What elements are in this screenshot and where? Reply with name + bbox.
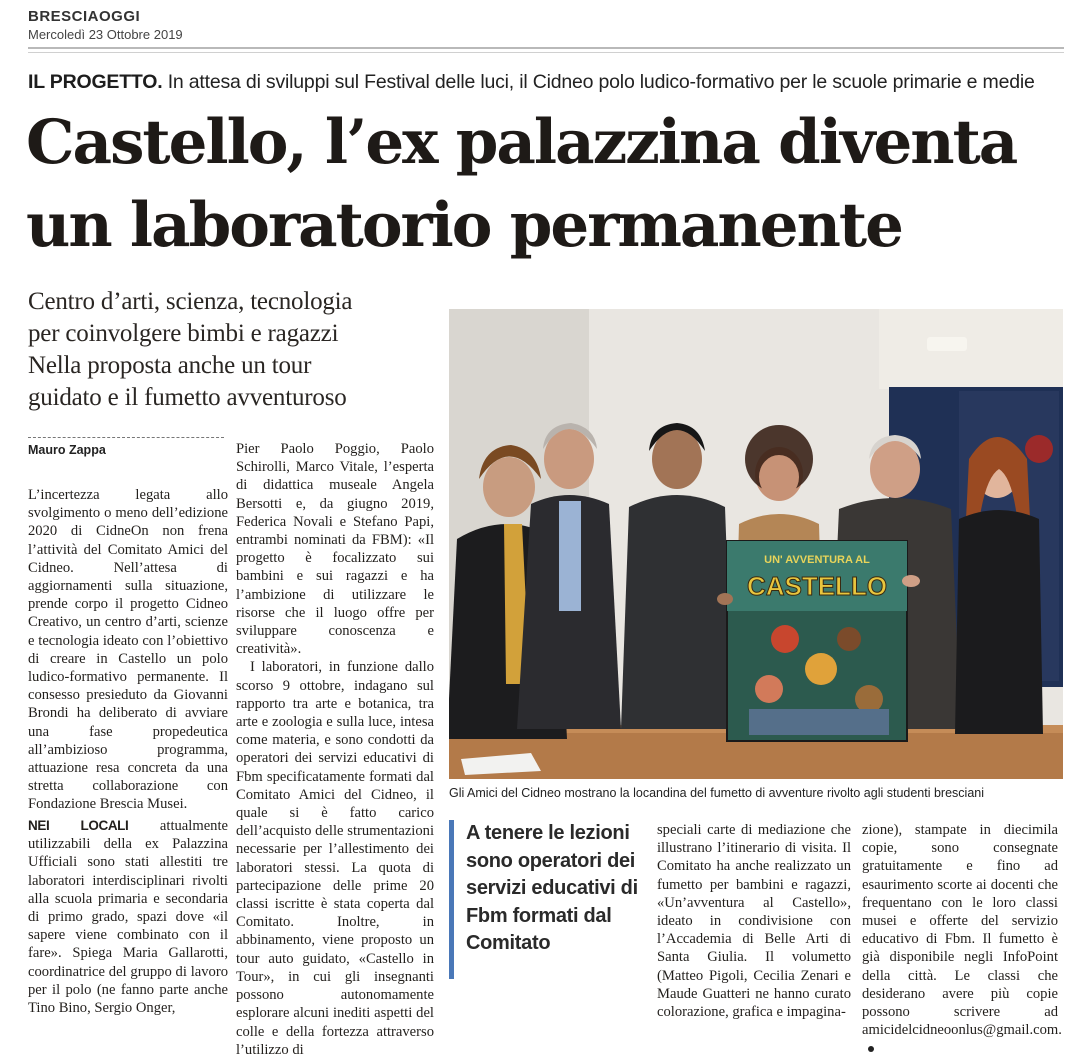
paragraph-locali bbox=[28, 817, 228, 1017]
pull-quote-bar bbox=[449, 820, 454, 979]
paragraph-closing-text: zione), stampate in diecimila copie, sono consegnate gratuitamente e fino ad esaurimento scorte ai docenti che frequentano con le loro classi musei e offerte del servizio educativo di Fbm. Il fumetto è già disponibile negli InfoPoint della città. Le classi che desiderano avere più copie possono scrivere ad amicidelcidneoonlus@gmail.com. bbox=[862, 822, 1062, 1039]
paragraph-lead: NEI LOCALI bbox=[28, 818, 129, 833]
kicker-label: IL PROGETTO. bbox=[28, 71, 163, 93]
poster-title-line-1: UN' AVVENTURA AL bbox=[764, 554, 870, 566]
paragraph-fumetto: speciali carte di mediazione che illustrano l’itinerario di visita. Il Comitato ha anche realizzato un fumetto per bambini e ragazzi, «Un’avventura al Castello», ideato in condivisione con l’Accademia di Belle Arti di Santa Giulia. Il volumetto (Matteo Pigoli, Cecilia Zenari e Maude Guatteri ne hanno curato colorazione, grafica e impagina- bbox=[657, 822, 851, 1021]
subhead-line-2: per coinvolgere bimbi e ragazzi bbox=[28, 320, 339, 347]
subhead-line-1: Centro d’arti, scienza, tecnologia bbox=[28, 288, 353, 315]
subhead-line-3: Nella proposta anche un tour bbox=[28, 352, 312, 379]
end-mark-icon bbox=[868, 1046, 874, 1052]
pull-quote: A tenere le lezioni sono operatori dei servizi educativi di Fbm formati dal Comitato bbox=[466, 822, 638, 954]
body-column-2 bbox=[236, 440, 434, 1059]
kicker bbox=[28, 70, 1068, 94]
byline: Mauro Zappa bbox=[28, 443, 106, 457]
paragraph-quote: Pier Paolo Poggio, Paolo Schirolli, Marco Vitale, l’esperta di didattica museale Angela Bersotti e, da giugno 2019, Federica Novali e Stefano Papi, entrambi nominati da FBM): «Il progetto è focalizzato sui bambini e sui ragazzi e ha l’ambizione di utilizzare le risorse che il luogo offre per sviluppare conoscenza e creatività». bbox=[236, 441, 434, 658]
subheadline bbox=[28, 286, 438, 414]
publication-date: Mercoledì 23 Ottobre 2019 bbox=[28, 27, 183, 42]
headline-line-1: Castello, l’ex palazzina diventa bbox=[26, 107, 1017, 178]
body-column-3 bbox=[657, 821, 851, 1021]
paragraph-intro: L’incertezza legata allo svolgimento o meno dell’edizione 2020 di CidneOn non frena l’attività del Comitato Amici del Cidneo. Nell’attesa di aggiornamenti sulla situazione, prende corpo il progetto Cidneo Creativo, un centro d’arti, scienze e tecnologia ideato con l’obiettivo di creare in Castello un polo ludico-formativo permanente. Il consesso presieduto da Giovanni Brondi ha deliberato di avviare una fase propedeutica all’ambizioso programma, attuazione resa concreta da una stretta collaborazione con Fondazione Brescia Musei. bbox=[28, 487, 228, 813]
paragraph-locali-text: attualmente utilizzabili della ex Palazzina Ufficiali sono stati allestiti tre laboratori interdisciplinari rivolti alla scuola primaria e secondaria di primo grado, spazi dove «il sapere viene combinato con il fare». Spiega Maria Gallarotti, coordinatrice del gruppo di lavoro per il polo (ne fanno parte anche Tino Bino, Sergio Onger, bbox=[28, 818, 228, 1017]
kicker-text: In attesa di sviluppi sul Festival delle luci, il Cidneo polo ludico-formativo per le scuole primarie e medie bbox=[162, 71, 1035, 93]
body-column-4 bbox=[862, 821, 1062, 1058]
paragraph-closing bbox=[862, 821, 1062, 1058]
masthead: BRESCIAOGGI bbox=[28, 8, 141, 25]
paragraph-laboratori: I laboratori, in funzione dallo scorso 9 ottobre, indagano sul rapporto tra arte e botanica, tra arte e zoologia e sulla luce, intesa come materia, e sono condotti da operatori dei servizi educativi di Fbm specificatamente formati dal Comitato Amici del Cidneo, il quale si è fatto carico dell’acquisto delle strumentazioni necessarie per l’allestimento dei laboratori stessi. La quota di partecipazione delle prime 20 classi iscritte è stata coperta dal Comitato. Inoltre, in abbinamento, viene proposto un tour auto guidato, «Castello in Tour», in cui gli insegnanti possono autonomamente esplorare alcuni inediti aspetti del colle e della fortezza attraverso l’utilizzo di bbox=[236, 659, 434, 1058]
headline-line-2: un laboratorio permanente bbox=[26, 190, 902, 261]
body-column-1-lower bbox=[28, 817, 228, 1017]
photo-caption: Gli Amici del Cidneo mostrano la locandina del fumetto di avventure rivolto agli studenti bresciani bbox=[449, 786, 985, 800]
poster-title-line-2: CASTELLO bbox=[746, 571, 888, 601]
group-photo-illustration bbox=[449, 309, 1063, 779]
subhead-line-4: guidato e il fumetto avventuroso bbox=[28, 384, 347, 411]
header-rule-thin bbox=[28, 52, 1064, 53]
author-rule bbox=[28, 437, 224, 438]
headline bbox=[26, 101, 1066, 267]
body-column-1 bbox=[28, 486, 228, 814]
header-rule bbox=[28, 47, 1064, 49]
article-photo bbox=[449, 309, 1063, 779]
